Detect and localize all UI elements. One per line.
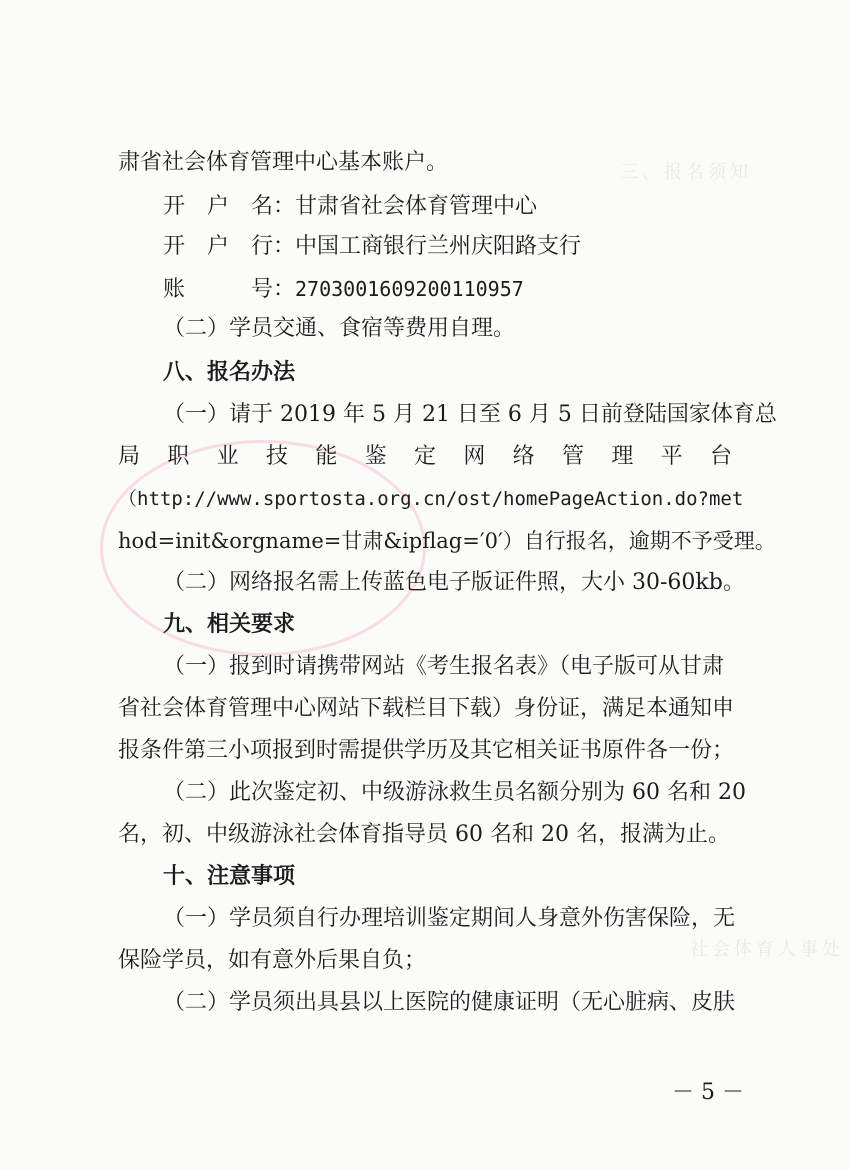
section-heading-10: 十、注意事项 bbox=[163, 864, 296, 889]
text-line: （二）网络报名需上传蓝色电子版证件照，大小 30-60kb。 bbox=[163, 570, 745, 595]
text-line: 局 职 业 技 能 鉴 定 网 络 管 理 平 台 bbox=[118, 444, 732, 469]
text-line: （二）学员交通、食宿等费用自理。 bbox=[163, 316, 516, 341]
account-name-row bbox=[163, 192, 537, 222]
account-name-label: 开 户 名： bbox=[163, 194, 296, 219]
account-number-label: 账 号： bbox=[163, 277, 296, 302]
account-number-value: 2703001609200110957 bbox=[295, 277, 524, 301]
section-heading-9: 九、相关要求 bbox=[163, 612, 296, 637]
bleed-through-mark: 社会体育人事处 bbox=[690, 939, 844, 960]
account-number-row bbox=[163, 274, 524, 305]
account-name-value: 甘肃省社会体育管理中心 bbox=[295, 194, 538, 219]
text-line: 省社会体育管理中心网站下载栏目下载）身份证，满足本通知申 bbox=[118, 696, 735, 721]
bleed-through-mark: 三、报名须知 bbox=[620, 162, 752, 183]
text-line: 名，初、中级游泳社会体育指导员 60 名和 20 名，报满为止。 bbox=[118, 822, 730, 847]
account-bank-label: 开 户 行： bbox=[163, 234, 296, 259]
text-line: 报条件第三小项报到时需提供学历及其它相关证书原件各一份； bbox=[118, 738, 735, 763]
text-line: （一）报到时请携带网站《考生报名表》（电子版可从甘肃 bbox=[163, 654, 725, 679]
section-heading-8: 八、报名办法 bbox=[163, 360, 296, 385]
text-line: （二）学员须出具县以上医院的健康证明（无心脏病、皮肤 bbox=[163, 990, 736, 1015]
text-line: （二）此次鉴定初、中级游泳救生员名额分别为 60 名和 20 bbox=[163, 780, 746, 805]
registration-url-line-2: hod=init&orgname=甘肃&ipflag=′0′）自行报名，逾期不予受理。 bbox=[118, 529, 776, 553]
account-bank-value: 中国工商银行兰州庆阳路支行 bbox=[295, 234, 582, 259]
account-bank-row bbox=[163, 232, 581, 262]
text-line: 肃省社会体育管理中心基本账户。 bbox=[118, 150, 449, 175]
registration-url-line: （http://www.sportosta.org.cn/ost/homePageAction.do?met bbox=[118, 488, 744, 510]
text-line: （一）学员须自行办理培训鉴定期间人身意外伤害保险，无 bbox=[163, 906, 736, 931]
text-line: （一）请于 2019 年 5 月 21 日至 6 月 5 日前登陆国家体育总 bbox=[163, 402, 777, 427]
text-line: 保险学员，如有意外后果自负； bbox=[118, 948, 427, 973]
page-number: － 5 － bbox=[672, 1080, 744, 1105]
